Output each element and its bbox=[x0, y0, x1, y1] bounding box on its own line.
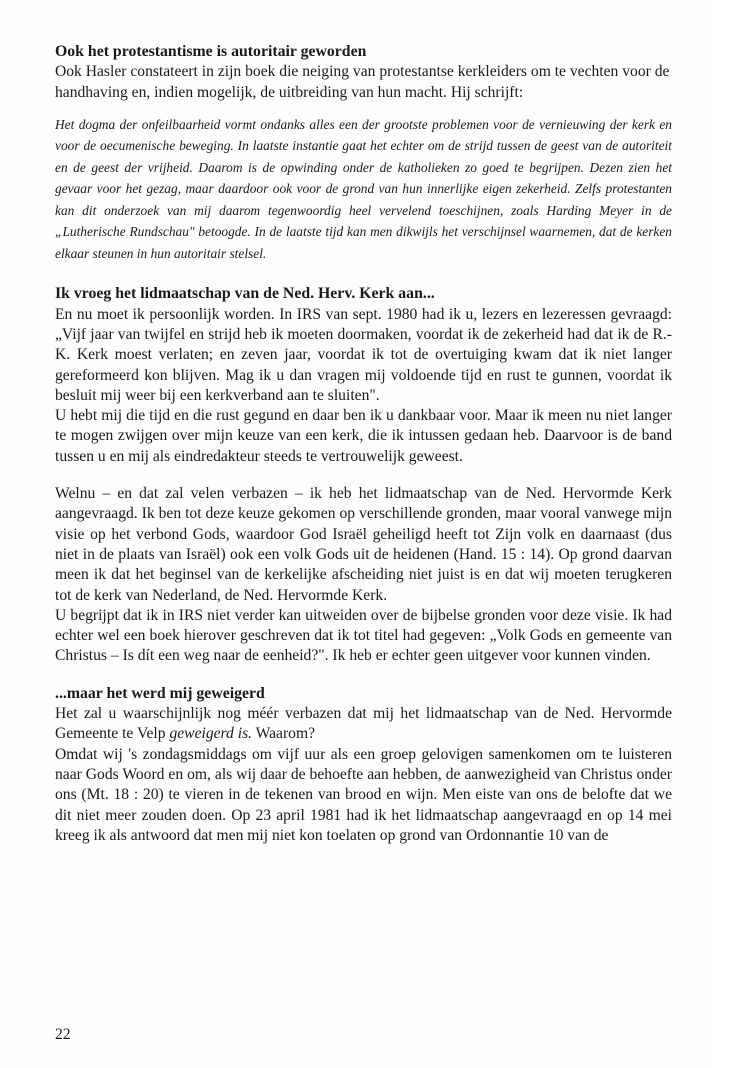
section-heading-refused: ...maar het werd mij geweigerd bbox=[55, 684, 265, 702]
refusal-emphasis: geweigerd is. bbox=[169, 725, 253, 743]
refusal-text-start: Het zal u waarschijnlijk nog méér verbazen dat mij het lidmaatschap van de Ned. Hervormde Gemeente te Velp bbox=[55, 705, 672, 743]
paragraph-vision: U begrijpt dat ik in IRS niet verder kan uitweiden over de bijbelse gronden voor deze visie. Ik had echter wel een boek hierover geschreven dat ik tot titel had gegeven: „Volk Gods en gemeente van Christus – Is dít een weg naar de eenheid?". Ik heb er echter geen uitgever voor kunnen vinden. bbox=[55, 606, 672, 665]
paragraph-personal: En nu moet ik persoonlijk worden. In IRS van sept. 1980 had ik u, lezers en lezeressen gevraagd: „Vijf jaar van twijfel en strijd heb ik moeten doormaken, voordat ik de zekerheid had dat ik de R.-K. Kerk moest verlaten; en zeven jaar, voordat ik tot de overtuiging kwam dat ik niet langer gereformeerd kon blijven. Mag ik u dan vragen mij voldoende tijd en rust te gunnen, voordat ik besluit mij weer bij een kerkverband aan te sluiten". bbox=[55, 305, 672, 404]
hasler-quote: Het dogma der onfeilbaarheid vormt ondanks alles een der grootste problemen voor de vernieuwing der kerk en voor de oecumenische beweging. In laatste instantie gaat het echter om de strijd tussen de geest van de autoriteit en de geest der vrijheid. Daarom is de opwinding onder de katholieken zo goed te begrijpen. Dezen zien het gevaar voor het gezag, maar daardoor ook voor de grond van hun innerlijke eigen zekerheid. Zelfs protestanten kan dit onderzoek van mij daarom tegenwoordig heel vervelend toeschijnen, zoals Harding Meyer in de „Lutherische Rundschau" betoogde. In de laatste tijd kan men dikwijls het verschijnsel waarnemen, dat de kerken elkaar steunen in hun autoritair stelsel. bbox=[55, 116, 672, 261]
page-content bbox=[55, 42, 672, 846]
section-heading-protestantism: Ook het protestantisme is autoritair geworden bbox=[55, 43, 367, 60]
paragraph-refusal bbox=[55, 704, 672, 745]
paragraph-choice: Welnu – en dat zal velen verbazen – ik heb het lidmaatschap van de Ned. Hervormde Kerk aangevraagd. Ik ben tot deze keuze gekomen op verschillende gronden, maar vooral vanwege mijn visie op het verbond Gods, waardoor God Israël geheiligd heeft tot Zijn volk en daarnaast (dus niet in de plaats van Israël) ook een volk Gods uit de heidenen (Hand. 15 : 14). Op grond daarvan meen ik dat het beginsel van de kerkelijke afscheiding niet juist is en dat wij moeten terugkeren tot de kerk van Nederland, de Ned. Hervormde Kerk. bbox=[55, 485, 672, 604]
section-heading-membership-request: Ik vroeg het lidmaatschap van de Ned. Herv. Kerk aan... bbox=[55, 285, 435, 303]
refusal-text-end: Waarom? bbox=[252, 725, 316, 743]
paragraph-thanks: U hebt mij die tijd en die rust gegund en daar ben ik u dankbaar voor. Maar ik meen nu niet langer te mogen zwijgen over mijn keuze van een kerk, die ik intussen gedaan heb. Daarvoor is de band tussen u en mij als eindredakteur steeds te vertrouwelijk geweest. bbox=[55, 407, 672, 465]
paragraph-reason: Omdat wij 's zondagsmiddags om vijf uur als een groep gelovigen samenkomen om te luisteren naar Gods Woord en om, als wij daar de behoefte aan hebben, de aanwezigheid van Christus onder ons (Mt. 18 : 20) te vieren in de tekenen van brood en wijn. Men eiste van ons de belofte dat we dit niet meer zouden doen. Op 23 april 1981 had ik het lidmaatschap aangevraagd en op 14 mei kreeg ik als antwoord dat men mij niet kon toelaten op grond van Ordonnantie 10 van de bbox=[55, 745, 672, 844]
section-intro-paragraph: Ook Hasler constateert in zijn boek die neiging van protestantse kerkleiders om te vechten voor de handhaving en, indien mogelijk, de uitbreiding van hun macht. Hij schrijft: bbox=[55, 63, 670, 101]
page-number: 22 bbox=[55, 1026, 71, 1043]
scan-edge bbox=[708, 0, 738, 1068]
